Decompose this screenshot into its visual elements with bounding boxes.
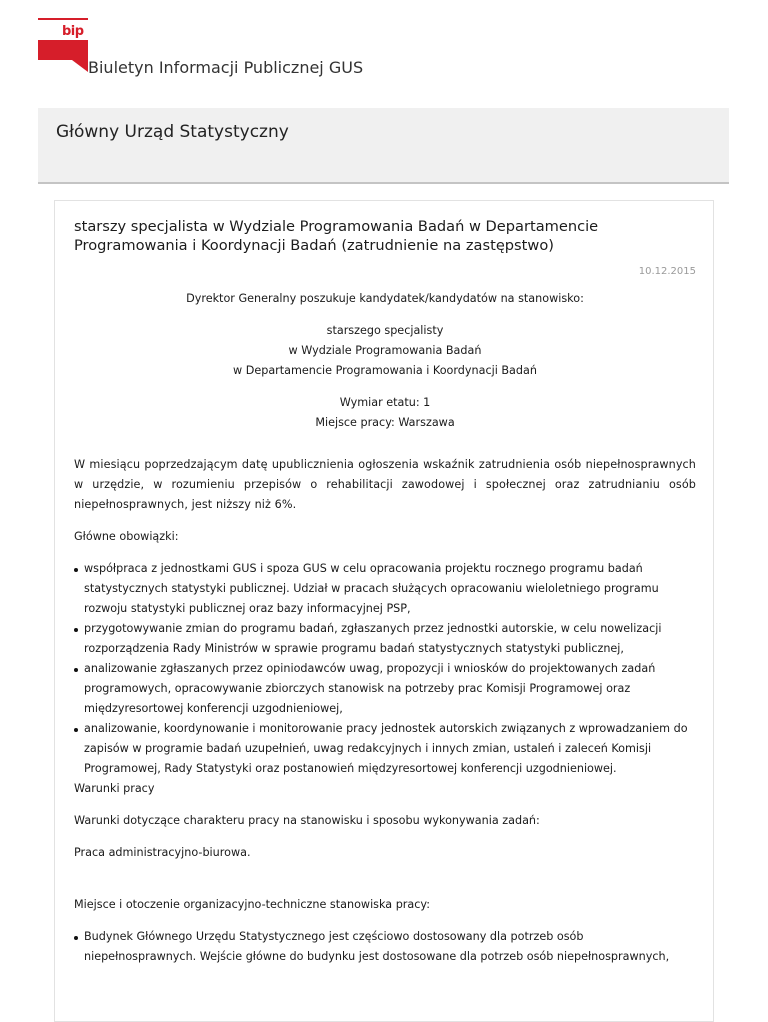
environment-heading: Miejsce i otoczenie organizacyjno-techniczne stanowiska pracy: <box>74 898 430 911</box>
logo-text: bip <box>62 24 84 39</box>
duty-item: analizowanie, koordynowanie i monitorowanie pracy jednostek autorskich związanych z wprowadzaniem do zapisów w programie badań uzupełnień, uwag redakcyjnych i innych zmian, ustaleń i zaleceń Komisji Programowej, Rady Statystyki oraz postanowień międzyresortowej konferencji uzgodnieniowej. <box>74 719 696 779</box>
logo-line <box>38 18 88 20</box>
work-type: Praca administracyjno-biurowa. <box>74 846 251 859</box>
article-card <box>54 200 714 1022</box>
org-header-bar <box>38 108 729 184</box>
etat-text: Wymiar etatu: 1 <box>339 396 431 409</box>
position-line: w Wydziale Programowania Badań <box>288 344 482 357</box>
intro-block <box>74 289 696 309</box>
position-block <box>74 321 696 381</box>
duty-item: analizowanie zgłaszanych przez opiniodawców uwag, propozycji i wniosków do projektowanych zadań programowych, opracowywanie zbiorczych stanowisk na potrzeby prac Komisji Programowej oraz międzyresortowej konferencji uzgodnieniowej, <box>74 659 696 719</box>
duties-heading: Główne obowiązki: <box>74 530 179 543</box>
logo-flag-icon <box>38 40 88 72</box>
position-line: w Departamencie Programowania i Koordynacji Badań <box>233 364 537 377</box>
environment-item: Budynek Głównego Urzędu Statystycznego jest częściowo dostosowany dla potrzeb osób niepełnosprawnych. Wejście główne do budynku jest dostosowane dla potrzeb osób niepełnosprawnych, <box>74 927 696 967</box>
org-name[interactable]: Główny Urząd Statystyczny <box>56 122 289 142</box>
site-title[interactable]: Biuletyn Informacji Publicznej GUS <box>88 58 364 77</box>
duties-list <box>74 559 696 779</box>
position-line: starszego specjalisty <box>326 324 444 337</box>
disability-note: W miesiącu poprzedzającym datę upublicznienia ogłoszenia wskaźnik zatrudnienia osób niepełnosprawnych w urzędzie, w rozumieniu przepisów o rehabilitacji zawodowej i społecznej oraz zatrudnianiu osób niepełnosprawnych, jest niższy niż 6%. <box>74 458 696 511</box>
duty-item: przygotowywanie zmian do programu badań, zgłaszanych przez jednostki autorskie, w celu nowelizacji rozporządzenia Rady Ministrów w sprawie programu badań statystycznych statystyki publicznej, <box>74 619 696 659</box>
place-text: Miejsce pracy: Warszawa <box>315 416 455 429</box>
duty-item: współpraca z jednostkami GUS i spoza GUS w celu opracowania projektu rocznego programu badań statystycznych statystyki publicznej. Udział w pracach służących opracowaniu wieloletniego programu rozwoju statystyki publicznej oraz bazy informacyjnej PSP, <box>74 559 696 619</box>
article-title: starszy specjalista w Wydziale Programowania Badań w Departamencie Programowania i Koordynacji Badań (zatrudnienie na zastępstwo) <box>74 218 599 254</box>
bip-logo[interactable] <box>38 18 88 72</box>
etat-block <box>74 393 696 433</box>
article-content <box>74 217 696 967</box>
publish-date: 10.12.2015 <box>638 266 696 277</box>
intro-text: Dyrektor Generalny poszukuje kandydatek/kandydatów na stanowisko: <box>186 292 584 305</box>
conditions-heading: Warunki pracy <box>74 782 155 795</box>
environment-list <box>74 927 696 967</box>
conditions-character: Warunki dotyczące charakteru pracy na stanowisku i sposobu wykonywania zadań: <box>74 814 540 827</box>
